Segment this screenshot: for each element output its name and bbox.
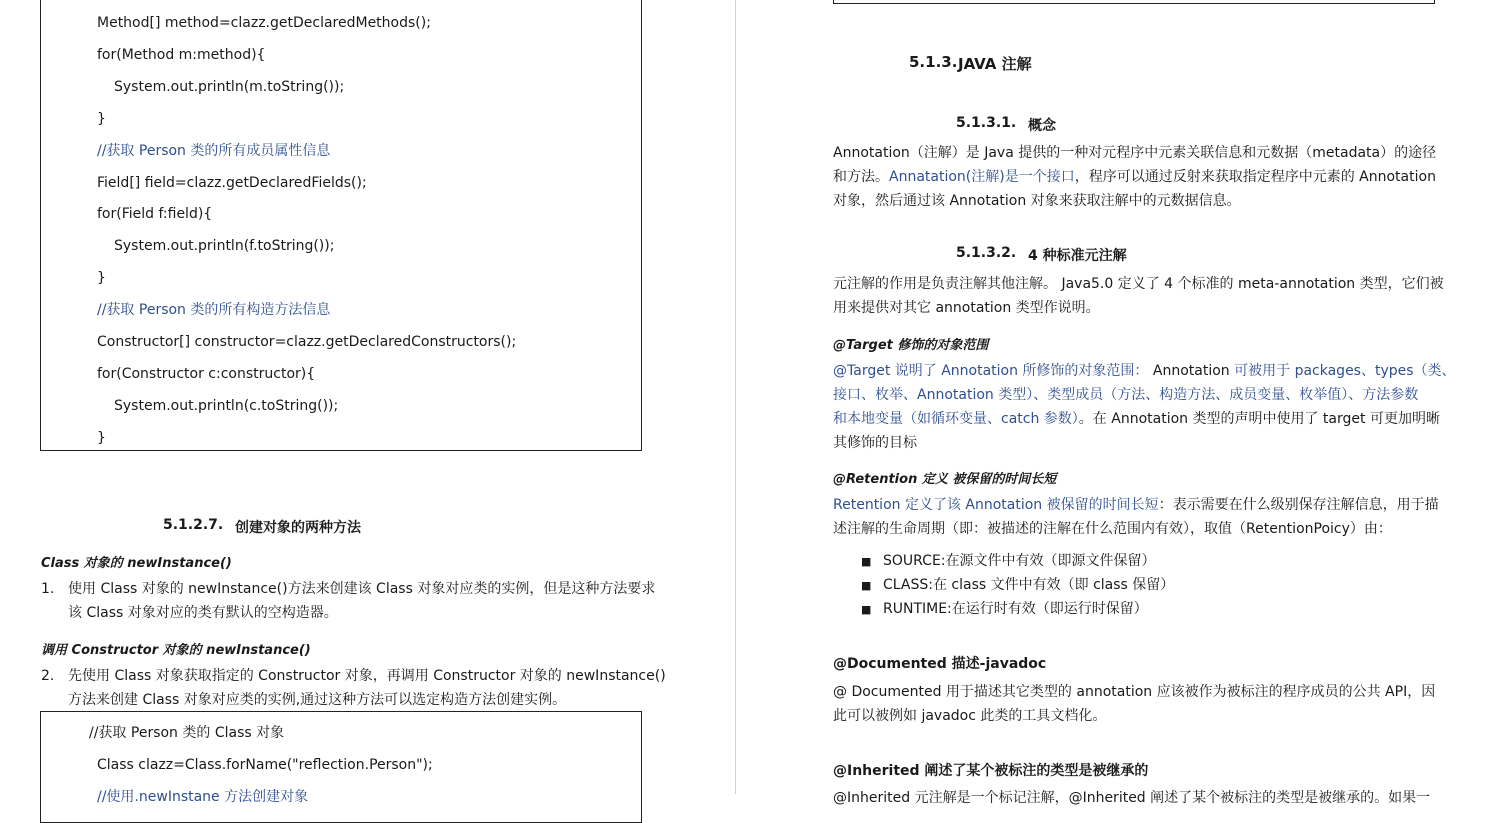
code-comment: //获取 Person 类的所有构造方法信息 bbox=[97, 302, 331, 318]
code-block-top bbox=[40, 0, 642, 451]
code-line: } bbox=[97, 430, 106, 446]
subheading-documented bbox=[833, 653, 1046, 673]
code-line: for(Constructor c:constructor){ bbox=[97, 366, 316, 382]
code-line: Constructor[] constructor=clazz.getDeclaredConstructors(); bbox=[97, 334, 517, 350]
text-run-highlight: @Target 说明了 Annotation 所修饰的对象范围： bbox=[833, 363, 1149, 379]
right-page bbox=[736, 0, 1495, 806]
subheading: 调用 Constructor 对象的 newInstance() bbox=[41, 643, 311, 658]
list-item-text: 使用 Class 对象的 newInstance()方法来创建该 Class 对象对应类的实例，但是这种方法要求 bbox=[68, 581, 656, 597]
heading-title: 概念 bbox=[1028, 118, 1056, 134]
heading-title: JAVA 注解 bbox=[958, 55, 1032, 73]
paragraph-line: 对象，然后通过该 Annotation 对象来获取注解中的元数据信息。 bbox=[833, 193, 1241, 209]
paragraph-line: 其修饰的目标 bbox=[833, 435, 917, 451]
code-line: System.out.println(m.toString()); bbox=[114, 79, 345, 95]
paragraph-line: @Inherited 元注解是一个标记注解，@Inherited 阐述了某个被标注的类型是被继承的。如果一 bbox=[833, 790, 1431, 806]
section-number: 5.1.2.7. bbox=[163, 517, 224, 533]
paragraph-line bbox=[833, 493, 1439, 517]
bullet-square-icon: ■ bbox=[861, 603, 872, 616]
bullet-text: RUNTIME:在运行时有效（即运行时保留） bbox=[883, 601, 1148, 617]
heading-number: 5.1.3. bbox=[909, 53, 958, 71]
code-line: Class clazz=Class.forName("reflection.Person"); bbox=[97, 757, 433, 773]
bullet-item bbox=[861, 573, 1174, 598]
subheading-target: @Target 修饰的对象范围 bbox=[833, 338, 989, 353]
subheading-inherited bbox=[833, 760, 1148, 780]
code-line: Field[] field=clazz.getDeclaredFields(); bbox=[97, 175, 367, 191]
bullet-square-icon: ■ bbox=[861, 579, 872, 592]
list-item-text: 方法来创建 Class 对象对应类的实例,通过这种方法可以选定构造方法创建实例。 bbox=[68, 692, 567, 708]
paragraph-line: 接口、枚举、Annotation 类型）、类型成员（方法、构造方法、成员变量、枚举值）、方法参数 bbox=[833, 387, 1419, 403]
code-line: } bbox=[97, 270, 106, 286]
bullet-text: CLASS:在 class 文件中有效（即 class 保留） bbox=[883, 577, 1175, 593]
left-page bbox=[0, 0, 735, 805]
list-number: 2. bbox=[41, 668, 55, 684]
section-title: 创建对象的两种方法 bbox=[235, 520, 361, 536]
bullet-text: SOURCE:在源文件中有效（即源文件保留） bbox=[883, 553, 1156, 569]
text-run: 描述-javadoc bbox=[946, 656, 1047, 672]
code-comment: //使用.newInstane 方法创建对象 bbox=[97, 789, 309, 805]
list-item-text: 该 Class 对象对应的类有默认的空构造器。 bbox=[68, 605, 338, 621]
text-run: Annotation bbox=[1148, 363, 1235, 379]
paragraph-line: @ Documented 用于描述其它类型的 annotation 应该被作为被标注的程序成员的公共 API，因 bbox=[833, 684, 1436, 700]
text-run: ，程序可以通过反射来获取指定程序中元素的 Annotation bbox=[1074, 169, 1436, 185]
heading-title: 4 种标准元注解 bbox=[1028, 248, 1127, 264]
list-number: 1. bbox=[41, 581, 55, 597]
text-run: @Documented bbox=[833, 656, 947, 672]
code-comment: //获取 Person 类的所有成员属性信息 bbox=[97, 143, 331, 159]
heading-number: 5.1.3.1. bbox=[956, 115, 1017, 131]
paragraph-line: Annotation（注解）是 Java 提供的一种对元程序中元素关联信息和元数据（metadata）的途径 bbox=[833, 145, 1437, 161]
paragraph-line: 此可以被例如 javadoc 此类的工具文档化。 bbox=[833, 708, 1107, 724]
text-run-highlight: 可被用于 packages、types（类、 bbox=[1234, 363, 1456, 379]
paragraph-line bbox=[833, 165, 1436, 189]
code-line: System.out.println(c.toString()); bbox=[114, 398, 339, 414]
code-line: for(Method m:method){ bbox=[97, 47, 266, 63]
text-run: 和方法。 bbox=[833, 169, 889, 185]
paragraph-line bbox=[833, 407, 1440, 431]
code-line: Method[] method=clazz.getDeclaredMethods(); bbox=[97, 15, 431, 31]
paragraph-line: 元注解的作用是负责注解其他注解。 Java5.0 定义了 4 个标准的 meta-annotation 类型，它们被 bbox=[833, 276, 1444, 292]
text-run: @Inherited bbox=[833, 763, 920, 779]
code-line: for(Field f:field){ bbox=[97, 206, 213, 222]
text-run-highlight: Annatation(注解)是一个接口 bbox=[889, 169, 1075, 185]
text-run: ：表示需要在什么级别保存注解信息，用于描 bbox=[1158, 497, 1439, 513]
heading-number: 5.1.3.2. bbox=[956, 245, 1017, 261]
text-run: 阐述了某个被标注的类型是被继承的 bbox=[919, 763, 1149, 779]
subheading-retention: @Retention 定义 被保留的时间长短 bbox=[833, 472, 1057, 487]
text-run: 。在 Annotation 类型的声明中使用了 target 可更加明晰 bbox=[1078, 411, 1440, 427]
paragraph-line: 述注解的生命周期（即：被描述的注解在什么范围内有效），取值（RetentionPoicy）由： bbox=[833, 521, 1392, 537]
code-comment: //获取 Person 类的 Class 对象 bbox=[89, 725, 285, 741]
text-run-highlight: Retention 定义了该 Annotation 被保留的时间长短 bbox=[833, 497, 1159, 513]
code-block-bottom bbox=[40, 711, 642, 823]
list-item-text: 先使用 Class 对象获取指定的 Constructor 对象，再调用 Constructor 对象的 newInstance() bbox=[68, 668, 666, 684]
paragraph-line: 用来提供对其它 annotation 类型作说明。 bbox=[833, 300, 1100, 316]
code-line: } bbox=[97, 111, 106, 127]
bullet-square-icon: ■ bbox=[861, 555, 872, 568]
paragraph-line bbox=[833, 359, 1456, 383]
text-run-highlight: 和本地变量（如循环变量、catch 参数） bbox=[833, 411, 1079, 427]
code-line: System.out.println(f.toString()); bbox=[114, 238, 335, 254]
subheading: Class 对象的 newInstance() bbox=[41, 556, 232, 571]
bullet-item bbox=[861, 549, 1156, 574]
bullet-item bbox=[861, 597, 1148, 622]
prev-box-bottom bbox=[833, 0, 1435, 4]
